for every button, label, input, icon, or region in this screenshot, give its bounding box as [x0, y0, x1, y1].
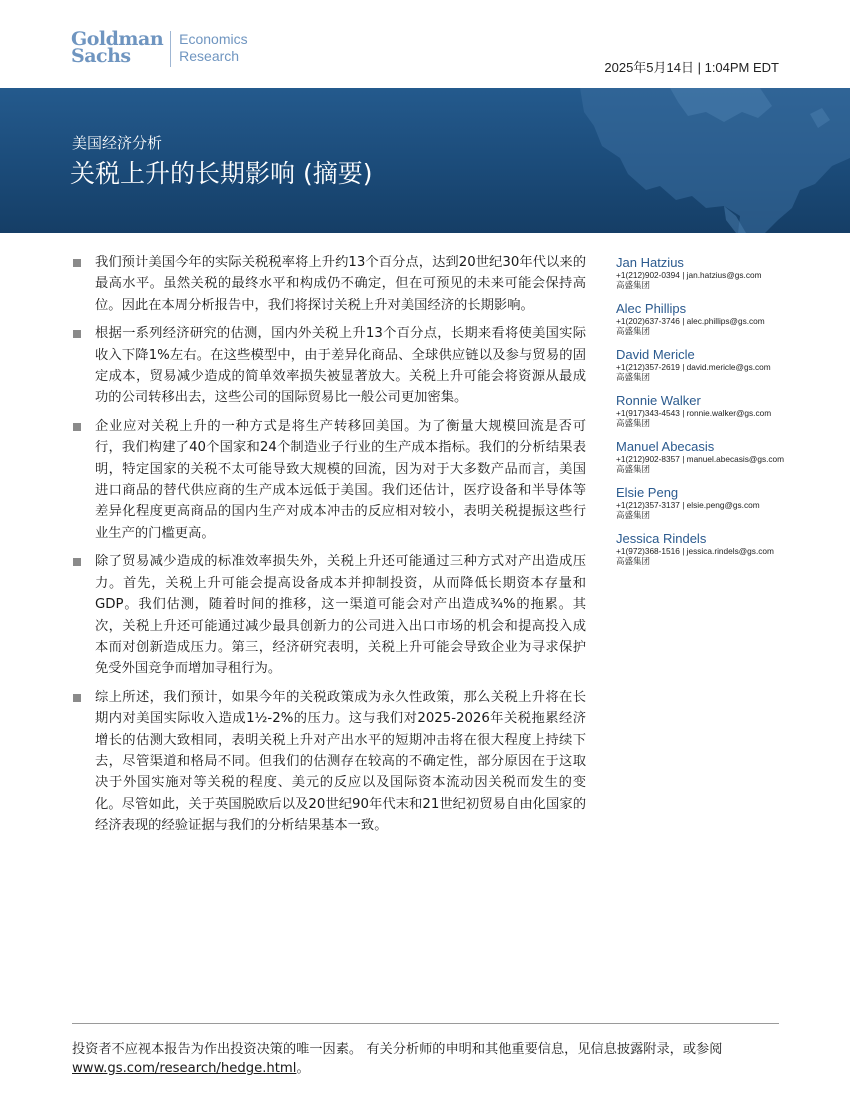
- author-name: Jessica Rindels: [616, 531, 707, 546]
- author-card: [616, 255, 786, 292]
- north-america-map-graphic: [510, 88, 850, 233]
- bullet-item: [72, 687, 586, 837]
- author-card: [616, 393, 786, 430]
- bullet-text: 企业应对关税上升的一种方式是将生产转移回美国。为了衡量大规模回流是否可行，我们构建了40个国家和24个制造业子行业的生产成本指标。我们的分析结果表明，特定国家的关税不太可能导致大规模的回流，因为对于大多数产品而言，美国进口商品的替代供应商的生产成本远低于美国。我们还估计，医疗设备和半导体等差异化程度更高商品的国内生产对成本冲击的反应相对较小，表明关税提振这些行业生产的门槛更高。: [95, 418, 586, 541]
- author-name: David Mericle: [616, 347, 695, 362]
- disclosure-footer: [72, 1040, 784, 1078]
- footer-suffix: 。: [296, 1061, 310, 1076]
- bullet-text: 我们预计美国今年的实际关税税率将上升约13个百分点，达到20世纪30年代以来的最高水平。虽然关税的最终水平和构成仍不确定，但在可预见的未来可能会保持高位。因此在本周分析报告中，我们将探讨关税上升对美国经济的长期影响。: [95, 255, 586, 313]
- author-firm: 高盛集团: [616, 557, 651, 567]
- author-contact[interactable]: +1(212)357-2619 | david.mericle@gs.com: [616, 362, 771, 372]
- summary-bullets: [72, 252, 586, 844]
- footer-divider: [72, 1023, 779, 1024]
- author-name: Elsie Peng: [616, 485, 679, 500]
- disclosure-link[interactable]: www.gs.com/research/hedge.html: [72, 1061, 297, 1076]
- bullet-item: [72, 323, 586, 409]
- author-card: [616, 301, 786, 338]
- bullet-square-icon: [73, 423, 81, 431]
- logo-wordmark: Goldman Sachs: [71, 28, 164, 67]
- bullet-item: [72, 252, 586, 316]
- author-firm: 高盛集团: [616, 281, 651, 291]
- author-card: [616, 485, 786, 522]
- bullet-square-icon: [73, 694, 81, 702]
- author-firm: 高盛集团: [616, 373, 651, 383]
- banner-kicker: 美国经济分析: [72, 134, 163, 152]
- report-datetime: 2025年5月14日 | 1:04PM EDT: [604, 60, 779, 75]
- bullet-square-icon: [73, 259, 81, 267]
- author-contact[interactable]: +1(972)368-1516 | jessica.rindels@gs.com: [616, 546, 774, 556]
- author-card: [616, 347, 786, 384]
- author-contact[interactable]: +1(212)357-3137 | elsie.peng@gs.com: [616, 500, 760, 510]
- author-list: [616, 255, 786, 577]
- author-name: Alec Phillips: [616, 301, 687, 316]
- bullet-square-icon: [73, 330, 81, 338]
- author-contact[interactable]: +1(917)343-4543 | ronnie.walker@gs.com: [616, 408, 772, 418]
- author-firm: 高盛集团: [616, 465, 651, 475]
- bullet-text: 综上所述，我们预计，如果今年的关税政策成为永久性政策，那么关税上升将在长期内对美国实际收入造成1½-2%的压力。这与我们对2025-2026年关税拖累经济增长的估测大致相同，表明关税上升对产出水平的短期冲击将在很大程度上持续下去，尽管渠道和格局不同。但我们的估测存在较高的不确定性，部分原因在于这取决于外国实施对等关税的程度、美元的反应以及国际资本流动因关税而发生的变化。尽管如此，关于英国脱欧后以及20世纪90年代末和21世纪初贸易自由化国家的经济表现的经验证据与我们的分析结果基本一致。: [95, 689, 586, 834]
- bullet-item: [72, 551, 586, 679]
- title-banner: [0, 88, 850, 233]
- bullet-item: [72, 416, 586, 544]
- page-header: [0, 0, 850, 88]
- author-card: [616, 531, 786, 568]
- author-name: Manuel Abecasis: [616, 439, 715, 454]
- author-contact[interactable]: +1(202)637-3746 | alec.phillips@gs.com: [616, 316, 765, 326]
- bullet-text: 根据一系列经济研究的估测，国内外关税上升13个百分点，长期来看将使美国实际收入下降1%左右。在这些模型中，由于差异化商品、全球供应链以及参与贸易的固定成本，贸易减少造成的简单效率损失被显著放大。关税上升可能会将资源从最成功的公司转移出去，这些公司的国际贸易比一般公司更加密集。: [95, 326, 586, 406]
- author-name: Jan Hatzius: [616, 255, 684, 270]
- bullet-square-icon: [73, 558, 81, 566]
- author-firm: 高盛集团: [616, 419, 651, 429]
- disclosure-text: 投资者不应视本报告为作出投资决策的唯一因素。 有关分析师的申明和其他重要信息，见信息披露附录，或参阅: [72, 1042, 723, 1057]
- author-card: [616, 439, 786, 476]
- logo-subtitle: Economics Research: [179, 31, 248, 64]
- author-name: Ronnie Walker: [616, 393, 701, 408]
- page-title: 关税上升的长期影响 (摘要): [70, 159, 373, 188]
- logo-divider: [170, 31, 171, 67]
- author-contact[interactable]: +1(212)902-8357 | manuel.abecasis@gs.com: [616, 454, 785, 464]
- author-contact[interactable]: +1(212)902-0394 | jan.hatzius@gs.com: [616, 270, 762, 280]
- bullet-text: 除了贸易减少造成的标准效率损失外，关税上升还可能通过三种方式对产出造成压力。首先，关税上升可能会提高设备成本并抑制投资，从而降低长期资本存量和GDP。我们估测，随着时间的推移，这一渠道可能会对产出造成¾%的拖累。其次，关税上升还可能通过减少最具创新力的公司进入出口市场的机会和提高投入成本而对创新造成压力。第三，经济研究表明，关税上升可能会导致企业为寻求保护免受外国竞争而增加寻租行为。: [95, 554, 586, 677]
- author-firm: 高盛集团: [616, 327, 651, 337]
- goldman-sachs-logo: [71, 28, 248, 67]
- author-firm: 高盛集团: [616, 511, 651, 521]
